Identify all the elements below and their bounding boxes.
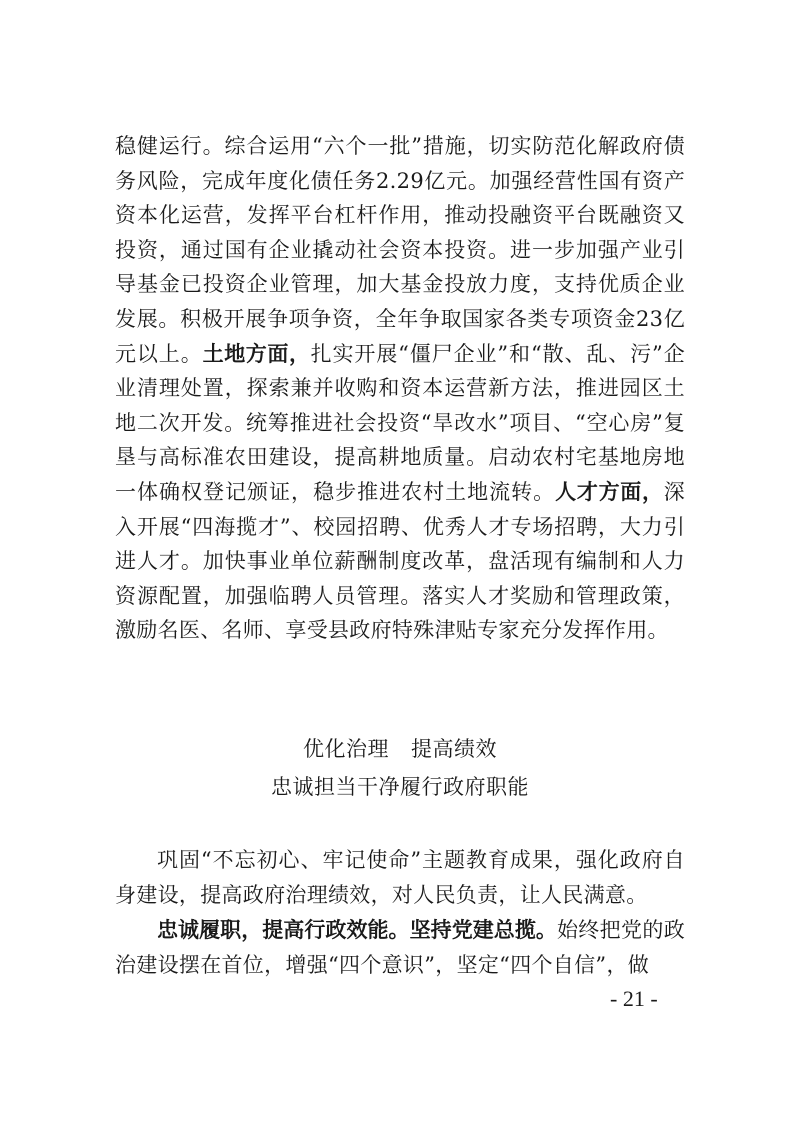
- paragraph-duty: [115, 913, 685, 982]
- paragraph-intro: [115, 843, 685, 912]
- page-number: - 21 -: [610, 986, 658, 1011]
- paragraph-text: 深入开展“四海揽才”、校园招聘、优秀人才专场招聘，大力引进人才。加快事业单位薪酬制度改革，盘活现有编制和人力资源配置，加强临聘人员管理。落实人才奖励和管理政策，激励名医、名师、享受县政府特殊津贴专家充分发挥作用。: [115, 479, 686, 643]
- paragraph-text: 始终把党的政治建设摆在首位，增强“四个意识”，坚定“四个自信”，做: [115, 918, 686, 977]
- paragraph-text: 稳健运行。综合运用“六个一批”措施，切实防范化解政府债务风险，完成年度化债任务2.29亿元。加强经营性国有资产资本化运营，发挥平台杠杆作用，推动投融资平台既融资又投资，通过国有企业撬动社会资本投资。进一步加强产业引导基金已投资企业管理，加大基金投放力度，支持优质企业发展。积极开展争项争资，全年争取国家各类专项资金23亿元以上。: [115, 134, 685, 366]
- bold-lead-duty: 忠诚履职，提高行政效能。坚持党建总揽。: [157, 918, 557, 942]
- heading-part: 优化治理: [303, 737, 389, 761]
- heading-part: 提高绩效: [411, 737, 497, 761]
- bold-lead-land: 土地方面，: [202, 341, 311, 366]
- section-heading-line2: 忠诚担当干净履行政府职能: [271, 775, 529, 799]
- bold-lead-talent: 人才方面，: [555, 479, 664, 504]
- paragraph-finance-land-talent: [115, 129, 685, 648]
- section-heading-line1: [115, 733, 685, 763]
- paragraph-text: 巩固“不忘初心、牢记使命”主题教育成果，强化政府自身建设，提高政府治理绩效，对人民负责，让人民满意。: [115, 848, 685, 907]
- paragraph-text: 扎实开展“僵尸企业”和“散、乱、污”企业清理处置，探索兼并收购和资本运营新方法，推进园区土地二次开发。统筹推进社会投资“旱改水”项目、“空心房”复垦与高标准农田建设，提高耕地质量。启动农村宅基地房地一体确权登记颁证，稳步推进农村土地流转。: [115, 341, 685, 504]
